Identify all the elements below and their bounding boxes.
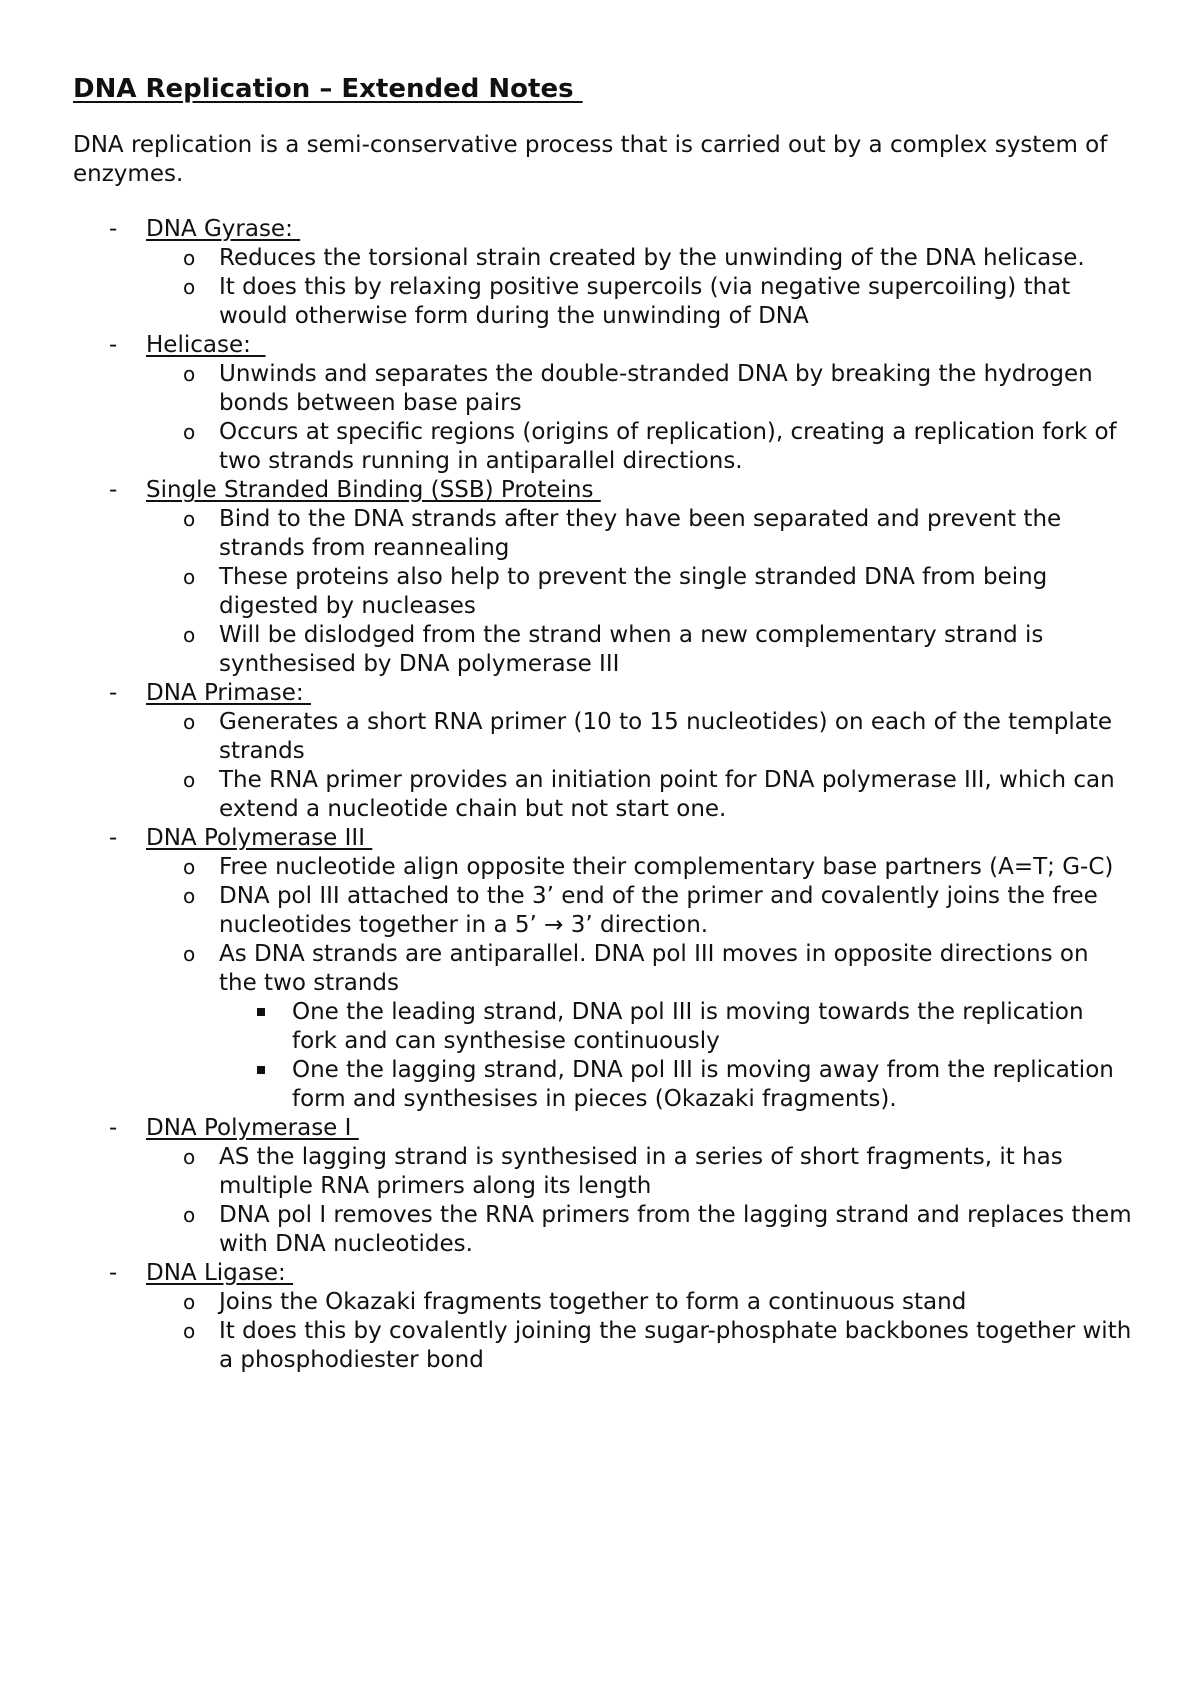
circle-bullet-icon: o <box>183 710 196 734</box>
point-text: It does this by relaxing positive supercoils (via negative supercoiling) that would otherwise form during the unwinding of DNA <box>219 274 1071 329</box>
enzyme-section <box>73 331 1133 476</box>
point-text: Occurs at specific regions (origins of replication), creating a replication fork of two strands running in antiparallel directions. <box>219 419 1117 474</box>
circle-bullet-icon: o <box>183 623 196 647</box>
dash-bullet-icon: - <box>109 216 118 242</box>
dash-bullet-icon: - <box>109 1260 118 1286</box>
list-item <box>146 1288 1133 1317</box>
list-item <box>146 418 1133 476</box>
point-text: These proteins also help to prevent the single stranded DNA from being digested by nucleases <box>219 564 1048 619</box>
point-list <box>146 1143 1133 1259</box>
section-heading: DNA Polymerase III <box>146 825 373 851</box>
point-text: Will be dislodged from the strand when a new complementary strand is synthesised by DNA polymerase III <box>219 622 1044 677</box>
subpoint-text: One the lagging strand, DNA pol III is moving away from the replication form and synthesises in pieces (Okazaki fragments). <box>292 1057 1114 1112</box>
point-list <box>146 360 1133 476</box>
sub-list-item <box>219 998 1133 1056</box>
circle-bullet-icon: o <box>183 420 196 444</box>
dash-bullet-icon: - <box>109 332 118 358</box>
enzyme-section <box>73 824 1133 1114</box>
section-heading: DNA Polymerase I <box>146 1115 359 1141</box>
section-heading: Single Stranded Binding (SSB) Proteins <box>146 477 601 503</box>
point-text: It does this by covalently joining the sugar-phosphate backbones together with a phosphodiester bond <box>219 1318 1132 1373</box>
enzyme-section <box>73 476 1133 679</box>
circle-bullet-icon: o <box>183 1290 196 1314</box>
square-bullet-icon <box>257 1066 265 1074</box>
point-text: The RNA primer provides an initiation point for DNA polymerase III, which can extend a nucleotide chain but not start one. <box>219 767 1115 822</box>
point-text: Joins the Okazaki fragments together to form a continuous stand <box>219 1289 967 1315</box>
list-item <box>146 563 1133 621</box>
section-heading: DNA Gyrase: <box>146 216 301 242</box>
section-heading: DNA Primase: <box>146 680 311 706</box>
point-text: As DNA strands are antiparallel. DNA pol III moves in opposite directions on the two strands <box>219 941 1089 996</box>
enzyme-section <box>73 679 1133 824</box>
point-text: Free nucleotide align opposite their complementary base partners (A=T; G-C) <box>219 854 1114 880</box>
circle-bullet-icon: o <box>183 1203 196 1227</box>
list-item <box>146 505 1133 563</box>
subpoint-text: One the leading strand, DNA pol III is moving towards the replication fork and can synthesise continuously <box>292 999 1084 1054</box>
document-title: DNA Replication – Extended Notes <box>73 74 583 104</box>
square-bullet-icon <box>257 1008 265 1016</box>
dash-bullet-icon: - <box>109 825 118 851</box>
point-text: Unwinds and separates the double-stranded DNA by breaking the hydrogen bonds between base pairs <box>219 361 1093 416</box>
circle-bullet-icon: o <box>183 246 196 270</box>
circle-bullet-icon: o <box>183 768 196 792</box>
circle-bullet-icon: o <box>183 1319 196 1343</box>
document-page <box>73 72 1133 1375</box>
list-item <box>146 1201 1133 1259</box>
circle-bullet-icon: o <box>183 362 196 386</box>
dash-bullet-icon: - <box>109 477 118 503</box>
list-item <box>146 708 1133 766</box>
point-list <box>146 505 1133 679</box>
point-text: DNA pol I removes the RNA primers from the lagging strand and replaces them with DNA nucleotides. <box>219 1202 1132 1257</box>
list-item <box>146 273 1133 331</box>
dash-bullet-icon: - <box>109 1115 118 1141</box>
list-item <box>146 766 1133 824</box>
point-list <box>146 853 1133 1114</box>
list-item <box>146 882 1133 940</box>
list-item <box>146 360 1133 418</box>
dash-bullet-icon: - <box>109 680 118 706</box>
list-item <box>146 940 1133 1114</box>
point-text: DNA pol III attached to the 3’ end of the primer and covalently joins the free nucleotides together in a 5’ → 3’ direction. <box>219 883 1098 938</box>
circle-bullet-icon: o <box>183 855 196 879</box>
point-text: Generates a short RNA primer (10 to 15 nucleotides) on each of the template strands <box>219 709 1113 764</box>
section-heading: Helicase: <box>146 332 266 358</box>
enzyme-section <box>73 215 1133 331</box>
intro-paragraph: DNA replication is a semi-conservative process that is carried out by a complex system of enzymes. <box>73 132 1108 187</box>
list-item <box>146 621 1133 679</box>
section-heading: DNA Ligase: <box>146 1260 294 1286</box>
enzyme-section <box>73 1259 1133 1375</box>
point-text: Reduces the torsional strain created by the unwinding of the DNA helicase. <box>219 245 1085 271</box>
enzyme-section <box>73 1114 1133 1259</box>
circle-bullet-icon: o <box>183 565 196 589</box>
enzyme-list <box>73 215 1133 1375</box>
point-list <box>146 244 1133 331</box>
circle-bullet-icon: o <box>183 1145 196 1169</box>
circle-bullet-icon: o <box>183 884 196 908</box>
list-item <box>146 244 1133 273</box>
list-item <box>146 1317 1133 1375</box>
circle-bullet-icon: o <box>183 942 196 966</box>
point-text: AS the lagging strand is synthesised in a series of short fragments, it has multiple RNA primers along its length <box>219 1144 1063 1199</box>
point-text: Bind to the DNA strands after they have been separated and prevent the strands from reannealing <box>219 506 1062 561</box>
point-list <box>146 708 1133 824</box>
list-item <box>146 853 1133 882</box>
list-item <box>146 1143 1133 1201</box>
sub-list-item <box>219 1056 1133 1114</box>
circle-bullet-icon: o <box>183 507 196 531</box>
subpoint-list <box>219 998 1133 1114</box>
circle-bullet-icon: o <box>183 275 196 299</box>
point-list <box>146 1288 1133 1375</box>
